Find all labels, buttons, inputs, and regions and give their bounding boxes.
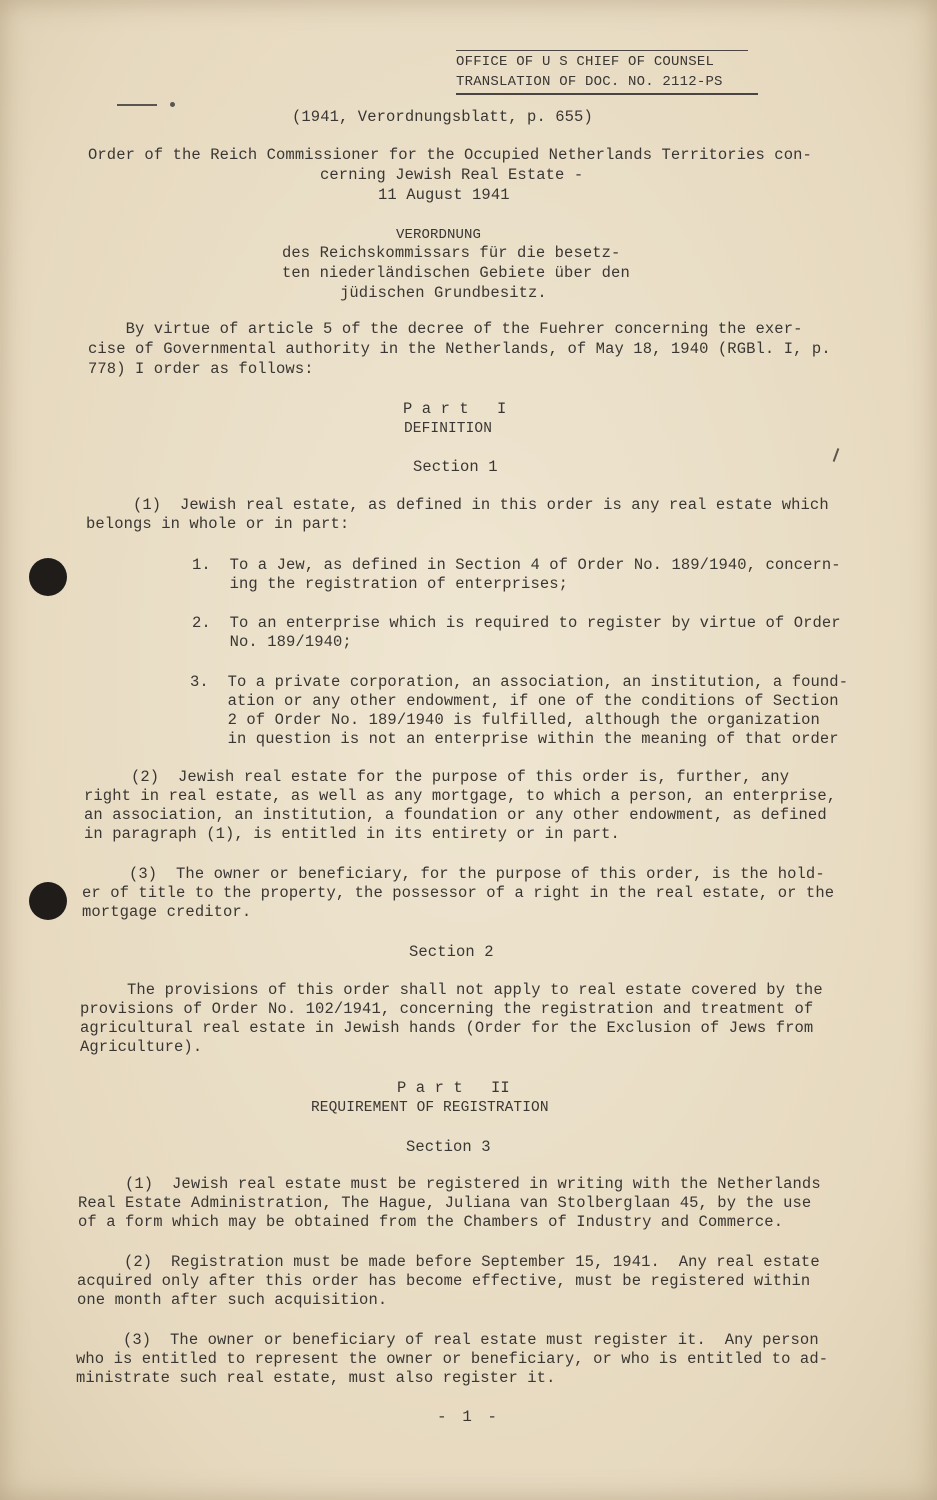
pencil-mark — [117, 104, 157, 106]
paragraph-line: er of title to the property, the possessor of a right in the real estate, or the — [82, 884, 835, 902]
paragraph-line: (2) Jewish real estate for the purpose of this order is, further, any — [84, 768, 790, 786]
german-title-line-3: ten niederländischen Gebiete über den — [282, 264, 630, 282]
punch-hole — [29, 558, 67, 596]
section-2-heading: Section 2 — [409, 943, 494, 961]
paragraph-line: ministrate such real estate, must also register it. — [76, 1369, 556, 1387]
section-1-heading: Section 1 — [413, 458, 498, 476]
part-2-subheading: REQUIREMENT OF REGISTRATION — [311, 1100, 549, 1116]
paragraph-line: belongs in whole or in part: — [86, 515, 350, 533]
paragraph-line: (2) Registration must be made before September 15, 1941. Any real estate — [77, 1253, 820, 1271]
german-title-line-2: des Reichskommissars für die besetz- — [282, 244, 621, 262]
paragraph-line: one month after such acquisition. — [77, 1291, 388, 1309]
paragraph-line: of a form which may be obtained from the Chambers of Industry and Commerce. — [78, 1213, 784, 1231]
pencil-dot — [170, 102, 175, 107]
paragraph-line: Real Estate Administration, The Hague, Juliana van Stolberglaan 45, by the use — [78, 1194, 812, 1212]
paragraph-line: who is entitled to represent the owner or beneficiary, or who is entitled to ad- — [76, 1350, 829, 1368]
paragraph-line: (1) Jewish real estate must be registered in writing with the Netherlands — [78, 1175, 821, 1193]
list-item-line: 3. To a private corporation, an association, an institution, a found- — [190, 673, 849, 691]
german-title-line-1: VERORDNUNG — [396, 227, 482, 243]
list-item-line: 2. To an enterprise which is required to register by virtue of Order — [192, 614, 841, 632]
german-title-line-4: jüdischen Grundbesitz. — [340, 284, 547, 302]
paragraph-line: provisions of Order No. 102/1941, concerning the registration and treatment of — [80, 1000, 814, 1018]
list-item-line: No. 189/1940; — [192, 633, 352, 651]
office-header — [456, 50, 758, 95]
paragraph-line: agricultural real estate in Jewish hands (Order for the Exclusion of Jews from — [80, 1019, 814, 1037]
part-2-heading: P a r t II — [397, 1079, 510, 1097]
title-line-3: 11 August 1941 — [378, 186, 510, 204]
list-item-line: 1. To a Jew, as defined in Section 4 of Order No. 189/1940, concern- — [192, 556, 841, 574]
punch-hole — [29, 882, 67, 920]
paragraph-line: acquired only after this order has become effective, must be registered within — [77, 1272, 811, 1290]
header-line-2: TRANSLATION OF DOC. NO. 2112-PS — [456, 73, 758, 95]
list-item-line: ing the registration of enterprises; — [192, 575, 569, 593]
citation: (1941, Verordnungsblatt, p. 655) — [292, 108, 593, 126]
list-item-line: 2 of Order No. 189/1940 is fulfilled, although the organization — [190, 711, 820, 729]
paragraph-line: in paragraph (1), is entitled in its entirety or in part. — [84, 825, 620, 843]
paragraph-line: (3) The owner or beneficiary, for the purpose of this order, is the hold- — [82, 865, 825, 883]
paragraph-line: right in real estate, as well as any mortgage, to which a person, an enterprise, — [84, 787, 837, 805]
part-1-heading: P a r t I — [403, 400, 507, 418]
paragraph-line: (3) The owner or beneficiary of real estate must register it. Any person — [76, 1331, 819, 1349]
paragraph-line: The provisions of this order shall not apply to real estate covered by the — [80, 981, 823, 999]
page-number: - 1 - — [436, 1408, 500, 1426]
section-3-heading: Section 3 — [406, 1138, 491, 1156]
preamble-line: 778) I order as follows: — [88, 360, 314, 378]
paragraph-line: (1) Jewish real estate, as defined in this order is any real estate which — [86, 496, 829, 514]
list-item-line: in question is not an enterprise within the meaning of that order — [190, 730, 839, 748]
header-line-1: OFFICE OF U S CHIEF OF COUNSEL — [456, 50, 748, 73]
paragraph-line: Agriculture). — [80, 1038, 203, 1056]
paragraph-line: mortgage creditor. — [82, 903, 252, 921]
part-1-subheading: DEFINITION — [404, 421, 493, 437]
preamble-line: cise of Governmental authority in the Netherlands, of May 18, 1940 (RGBl. I, p. — [88, 340, 831, 358]
title-line-1: Order of the Reich Commissioner for the Occupied Netherlands Territories con- — [88, 146, 812, 164]
paragraph-line: an association, an institution, a foundation or any other endowment, as defined — [84, 806, 827, 824]
list-item-line: ation or any other endowment, if one of the conditions of Section — [190, 692, 839, 710]
preamble-line: By virtue of article 5 of the decree of the Fuehrer concerning the exer- — [88, 320, 803, 338]
pencil-mark — [833, 448, 840, 462]
title-line-2: cerning Jewish Real Estate - — [320, 166, 584, 184]
